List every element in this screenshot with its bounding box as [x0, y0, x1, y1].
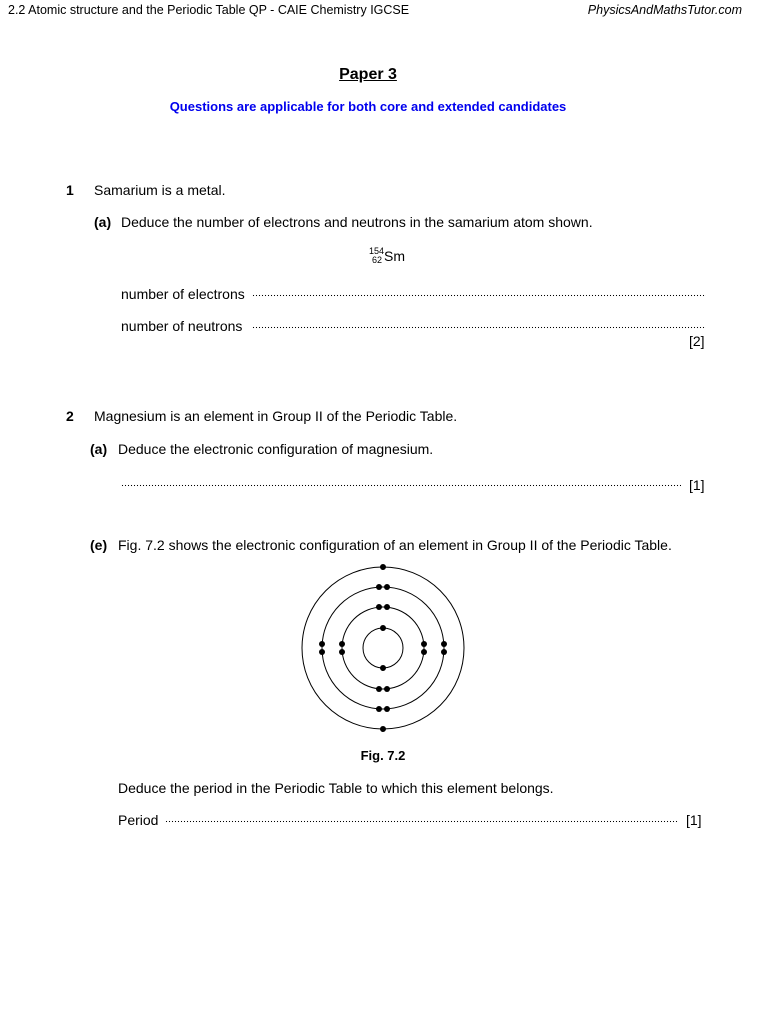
electron: [384, 686, 390, 692]
question-2e-label: (e): [90, 537, 108, 553]
electron: [319, 641, 325, 647]
question-2e-text: Fig. 7.2 shows the electronic configuration of an element in Group II of the Periodic Table.: [118, 537, 672, 553]
electron: [319, 649, 325, 655]
question-2e-question: Deduce the period in the Periodic Table to which this element belongs.: [118, 780, 554, 796]
electron: [384, 604, 390, 610]
question-2-stem: Magnesium is an element in Group II of the Periodic Table.: [94, 408, 458, 424]
header-title: 2.2 Atomic structure and the Periodic Table QP - CAIE Chemistry IGCSE: [8, 3, 410, 17]
electron: [339, 649, 345, 655]
electrons-label: number of electrons: [121, 286, 245, 302]
electron: [441, 641, 447, 647]
electron-shell-diagram: [296, 564, 470, 734]
figure-caption: Fig. 7.2: [360, 748, 406, 763]
electron: [376, 706, 382, 712]
electron: [421, 649, 427, 655]
neutrons-answer-line[interactable]: [252, 326, 706, 332]
electron: [441, 649, 447, 655]
question-1-stem: Samarium is a metal.: [94, 182, 226, 198]
shell-3-ring: [322, 587, 444, 709]
question-2-number: 2: [66, 408, 74, 424]
question-2a-answer-line[interactable]: [121, 484, 681, 490]
shell-1-ring: [363, 628, 403, 668]
electron: [380, 625, 386, 631]
question-2a-label: (a): [90, 441, 108, 457]
question-1a-label: (a): [94, 214, 112, 230]
question-2a-text: Deduce the electronic configuration of magnesium.: [118, 441, 434, 457]
electron: [376, 604, 382, 610]
electrons-answer-line[interactable]: [252, 294, 706, 300]
electron: [380, 726, 386, 732]
period-answer-line[interactable]: [165, 820, 678, 826]
electron: [384, 584, 390, 590]
atomic-number: 62: [372, 255, 383, 265]
neutrons-label: number of neutrons: [121, 318, 243, 334]
electron: [380, 564, 386, 570]
electron: [339, 641, 345, 647]
samarium-nuclide-symbol: [366, 246, 426, 268]
element-symbol: Sm: [384, 248, 405, 264]
electron: [376, 686, 382, 692]
electron: [421, 641, 427, 647]
paper-title: Paper 3: [339, 66, 397, 83]
question-2e-marks: [1]: [686, 812, 702, 828]
shell-4-ring: [302, 567, 464, 729]
mass-number: 154: [369, 246, 385, 256]
electron: [376, 584, 382, 590]
question-2a-marks: [1]: [689, 477, 705, 493]
question-1a-text: Deduce the number of electrons and neutrons in the samarium atom shown.: [121, 214, 593, 230]
header-site-name: PhysicsAndMathsTutor.com: [587, 3, 742, 17]
period-label: Period: [118, 812, 159, 828]
shell-2-ring: [342, 607, 424, 689]
electron: [380, 665, 386, 671]
question-1-number: 1: [66, 182, 74, 198]
paper-subtitle: Questions are applicable for both core and extended candidates: [169, 99, 567, 114]
electron: [384, 706, 390, 712]
question-1a-marks: [2]: [689, 333, 705, 349]
